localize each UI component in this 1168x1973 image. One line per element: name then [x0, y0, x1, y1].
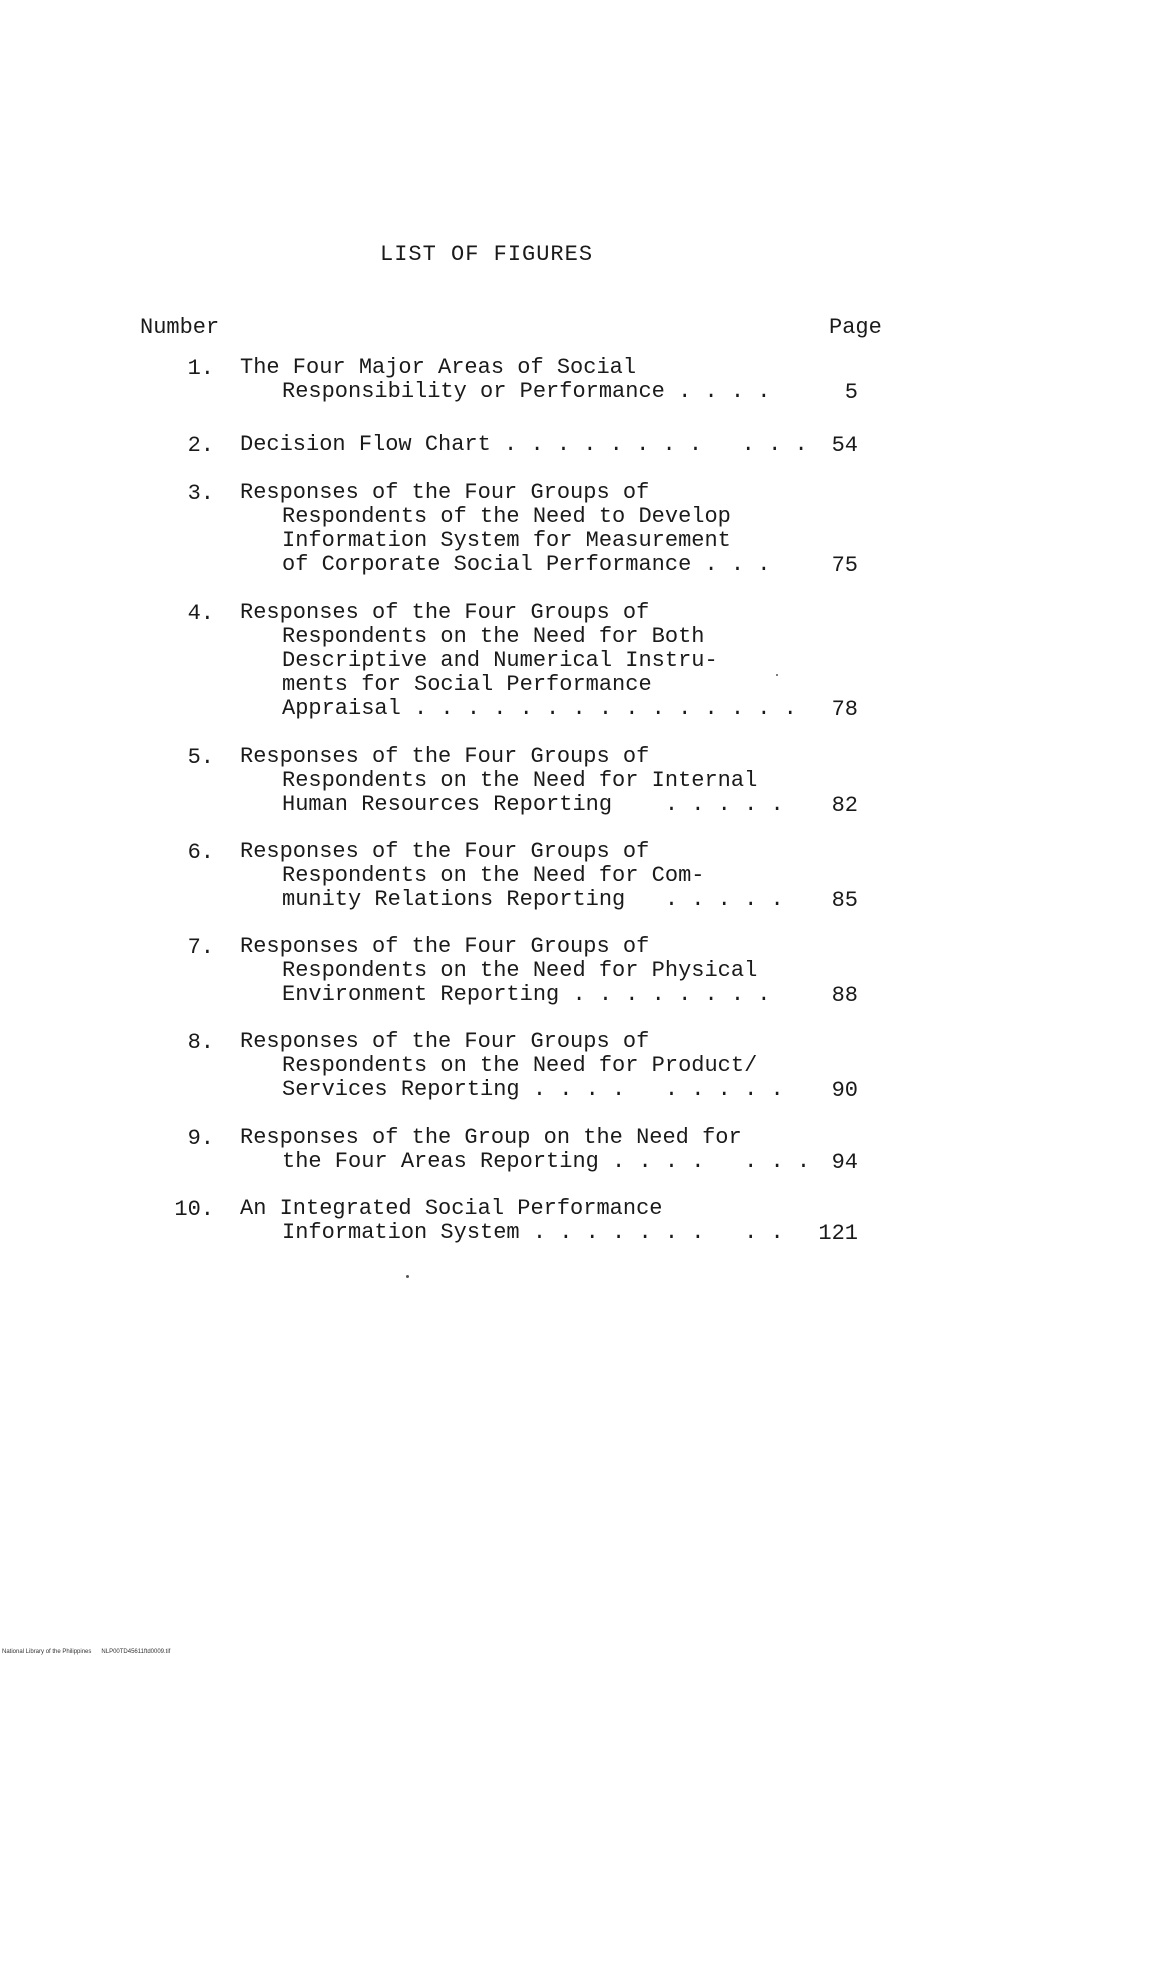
figure-number: 9.: [187, 1126, 214, 1151]
figure-title-line: munity Relations Reporting . . . . .: [282, 887, 784, 912]
figure-number: 7.: [187, 935, 214, 960]
figure-title-line: Responses of the Four Groups of: [240, 744, 650, 769]
figure-page-number: 90: [831, 1078, 858, 1103]
footer-file: NLP00TD45611ftd0009.tif: [101, 1649, 171, 1655]
figure-title-line: The Four Major Areas of Social: [240, 355, 637, 380]
scan-speck: [406, 1275, 409, 1278]
figure-page-number: 94: [831, 1150, 858, 1175]
figure-page-number: 121: [818, 1221, 858, 1246]
figure-title-line: Services Reporting . . . . . . . . .: [282, 1077, 784, 1102]
figure-title-line: the Four Areas Reporting . . . . . . .: [282, 1149, 811, 1174]
figure-page-number: 5: [844, 380, 858, 405]
footer-source: National Library of the Philippines: [2, 1649, 92, 1655]
figure-title-line: ments for Social Performance: [282, 672, 652, 697]
figure-page-number: 75: [831, 553, 858, 578]
figure-number: 6.: [187, 840, 214, 865]
figure-title-line: Responses of the Four Groups of: [240, 600, 650, 625]
figure-number: 10.: [174, 1197, 214, 1222]
page-title: LIST OF FIGURES: [380, 242, 594, 267]
figure-title-line: Responses of the Four Groups of: [240, 839, 650, 864]
figure-title-line: Respondents of the Need to Develop: [282, 504, 731, 529]
figure-number: 8.: [187, 1030, 214, 1055]
figure-number: 4.: [187, 601, 214, 626]
figure-page-number: 54: [831, 433, 858, 458]
figure-title-line: Responsibility or Performance . . . .: [282, 379, 771, 404]
figure-title-line: Decision Flow Chart . . . . . . . . . . .: [240, 432, 808, 457]
figure-title-line: Descriptive and Numerical Instru-: [282, 648, 718, 673]
page-column-header: Page: [829, 315, 882, 340]
figure-title-line: Responses of the Four Groups of: [240, 934, 650, 959]
figure-page-number: 82: [831, 793, 858, 818]
figure-title-line: Respondents on the Need for Com-: [282, 863, 705, 888]
figure-page-number: 85: [831, 888, 858, 913]
figure-title-line: Information System for Measurement: [282, 528, 731, 553]
figure-number: 5.: [187, 745, 214, 770]
figure-title-line: Respondents on the Need for Physical: [282, 958, 758, 983]
figure-title-line: An Integrated Social Performance: [240, 1196, 663, 1221]
figure-number: 2.: [187, 433, 214, 458]
figure-title-line: Respondents on the Need for Both: [282, 624, 705, 649]
figure-page-number: 88: [831, 983, 858, 1008]
figure-title-line: Responses of the Group on the Need for: [240, 1125, 742, 1150]
figure-title-line: Responses of the Four Groups of: [240, 1029, 650, 1054]
number-column-header: Number: [140, 315, 220, 340]
scan-speck: [776, 674, 778, 676]
figure-title-line: Environment Reporting . . . . . . . .: [282, 982, 771, 1007]
scan-footer: [2, 1649, 170, 1655]
figure-page-number: 78: [831, 697, 858, 722]
figure-title-line: Respondents on the Need for Internal: [282, 768, 758, 793]
figure-title-line: of Corporate Social Performance . . .: [282, 552, 771, 577]
figure-title-line: Responses of the Four Groups of: [240, 480, 650, 505]
figure-number: 1.: [187, 356, 214, 381]
figure-title-line: Human Resources Reporting . . . . .: [282, 792, 784, 817]
figure-title-line: Respondents on the Need for Product/: [282, 1053, 758, 1078]
figure-number: 3.: [187, 481, 214, 506]
figure-title-line: Appraisal . . . . . . . . . . . . . . .: [282, 696, 797, 721]
figure-title-line: Information System . . . . . . . . .: [282, 1220, 784, 1245]
